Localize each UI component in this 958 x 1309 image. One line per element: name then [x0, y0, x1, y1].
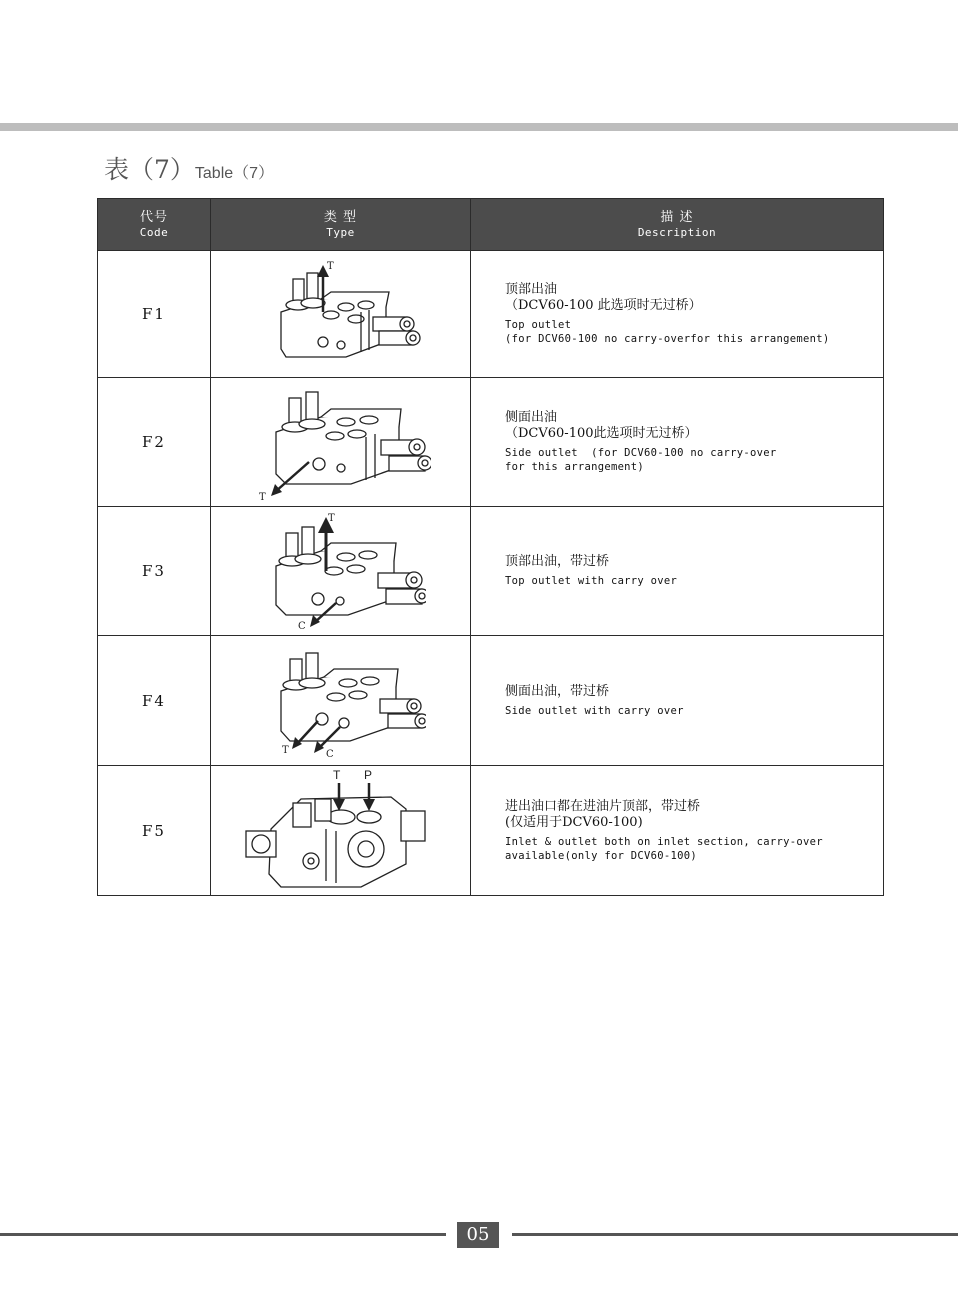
table-title — [104, 150, 274, 186]
row-type — [211, 378, 471, 507]
row-desc-en: Inlet & outlet both on inlet section, carry-over available(only for DCV60-100) — [505, 835, 823, 862]
table-title-en: Table（7） — [194, 165, 275, 182]
header-desc-en: Description — [637, 225, 717, 239]
port-label: C — [297, 621, 306, 631]
row-desc — [471, 636, 884, 766]
table-row — [98, 507, 884, 636]
table-row — [98, 251, 884, 378]
row-code: F3 — [98, 507, 211, 636]
table-row — [98, 766, 884, 896]
port-label: T — [332, 768, 340, 782]
row-type — [211, 251, 471, 378]
table-row — [98, 378, 884, 507]
row-desc-zh: 进出油口都在进油片顶部，带过桥 (仅适用于DCV60-100) — [505, 798, 701, 830]
header-type — [211, 199, 471, 251]
port-label: T — [326, 260, 334, 272]
header-desc-zh: 描 述 — [660, 209, 694, 225]
row-desc-zh: 顶部出油 （DCV60-100 此选项时无过桥） — [505, 282, 702, 313]
header-code-zh: 代号 — [139, 209, 168, 225]
row-desc — [471, 251, 884, 378]
row-code: F2 — [98, 378, 211, 507]
table-row — [98, 636, 884, 766]
row-code: F1 — [98, 251, 211, 378]
header-code-en: Code — [139, 225, 169, 239]
footer-divider-left — [0, 1233, 446, 1236]
row-desc-zh: 顶部出油，带过桥 — [505, 554, 610, 569]
port-label: P — [363, 768, 372, 782]
table-title-zh: 表（7） — [104, 155, 195, 184]
valve-diagram-f1 — [261, 257, 421, 372]
header-type-en: Type — [326, 225, 355, 239]
valve-diagram-f4 — [256, 641, 426, 761]
row-desc-en: Top outlet (for DCV60-100 no carry-overfor this arrangement) — [505, 319, 830, 345]
row-type — [211, 766, 471, 896]
row-desc-en: Side outlet with carry over — [505, 704, 684, 717]
top-divider — [0, 123, 958, 131]
row-desc-en: Top outlet with carry over — [505, 575, 678, 587]
page-number: 05 — [457, 1222, 499, 1248]
header-desc — [471, 199, 884, 251]
row-desc — [471, 507, 884, 636]
row-type — [211, 636, 471, 766]
row-code: F5 — [98, 766, 211, 896]
valve-diagram-f3 — [256, 511, 426, 631]
port-label: T — [281, 744, 289, 756]
valve-diagram-f2 — [251, 382, 431, 502]
header-code — [98, 199, 211, 251]
row-desc — [471, 378, 884, 507]
header-type-zh: 类 型 — [323, 209, 358, 225]
footer-divider-right — [512, 1233, 958, 1236]
spec-table — [97, 198, 884, 896]
row-desc-zh: 侧面出油，带过桥 — [505, 683, 610, 699]
port-label: T — [327, 513, 335, 524]
row-code: F4 — [98, 636, 211, 766]
row-desc-en: Side outlet (for DCV60-100 no carry-over for this arrangement) — [505, 447, 777, 473]
port-label: C — [325, 748, 334, 760]
port-label: T — [258, 492, 266, 502]
valve-diagram-f5 — [241, 769, 441, 893]
table-header-row — [98, 199, 884, 251]
row-desc — [471, 766, 884, 896]
row-type — [211, 507, 471, 636]
row-desc-zh: 侧面出油 （DCV60-100此选项时无过桥） — [505, 410, 698, 441]
